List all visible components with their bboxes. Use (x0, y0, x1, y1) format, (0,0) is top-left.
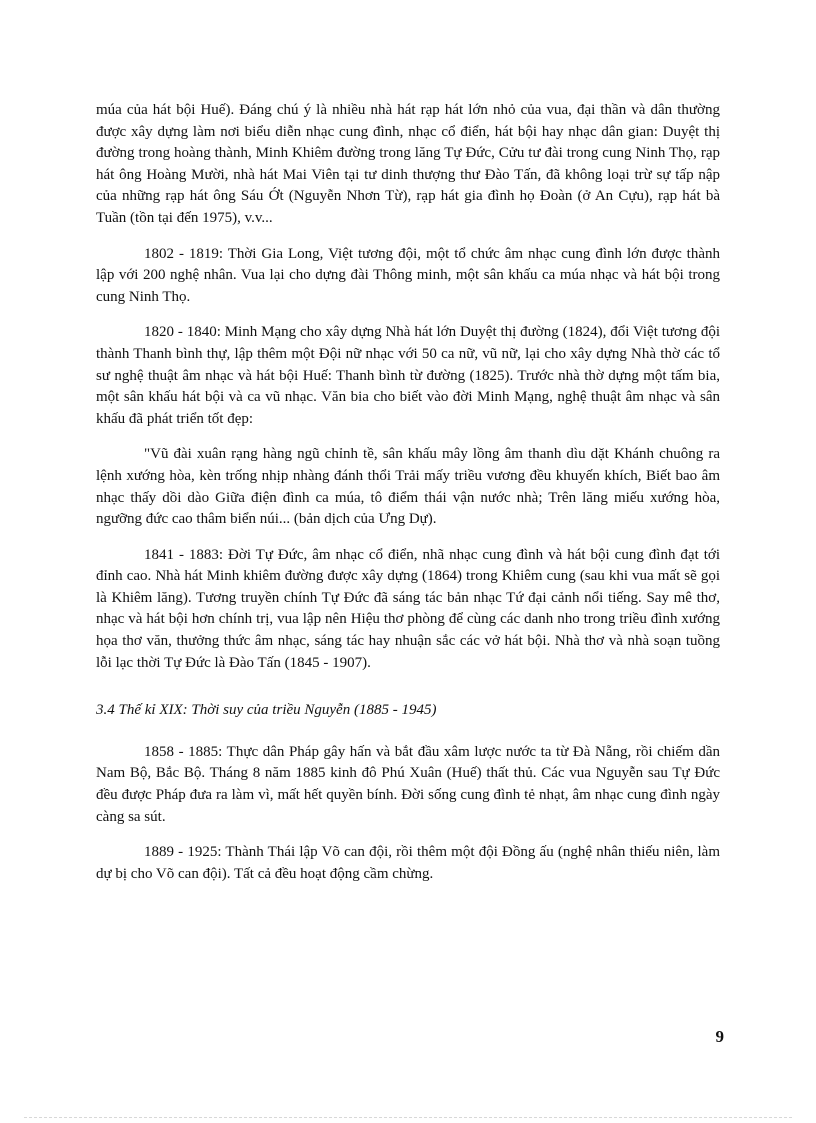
paragraph-1820-1840: 1820 - 1840: Minh Mạng cho xây dựng Nhà hát lớn Duyệt thị đường (1824), đổi Việt tương đội thành Thanh bình thự, lập thêm một Đội nữ nhạc với 50 ca nữ, vũ nữ, lại cho xây dựng Nhà thờ các tổ sư nghệ thuật âm nhạc và hát bội Huế: Thanh bình từ đường (1825). Trước nhà thờ dựng một tấm bia, một sân khấu hát bội và ca vũ nhạc. Văn bia cho biết vào đời Minh Mạng, nghệ thuật âm nhạc và sân khấu đã phát triển tốt đẹp: (96, 324, 720, 427)
paragraph-1841-1883: 1841 - 1883: Đời Tự Đức, âm nhạc cổ điển, nhã nhạc cung đình và hát bội cung đình đạt tới đỉnh cao. Nhà hát Minh khiêm đường được xây dựng (1864) trong Khiêm cung (sau khi vua mất sẽ gọi là Khiêm lăng). Tương truyền chính Tự Đức đã sáng tác bản nhạc Tứ đại cảnh nổi tiếng. Say mê thơ, nhạc và hát bội hơn chính trị, vua lập nên Hiệu thơ phòng để cùng các danh nho trong triều đình xướng họa thơ văn, thưởng thức âm nhạc, sáng tác hay nhuận sắc các vở hát bội. Nhà thơ và nhà soạn tuồng lỗi lạc thời Tự Đức là Đào Tấn (1845 - 1907). (96, 546, 720, 671)
section-heading: 3.4 Thế kỉ XIX: Thời suy của triều Nguyễn (1885 - 1945) (96, 702, 437, 719)
page-number: 9 (715, 1027, 724, 1046)
paragraph-theaters: múa của hát bội Huế). Đáng chú ý là nhiều nhà hát rạp hát lớn nhỏ của vua, đại thần và dân thường được xây dựng làm nơi biểu diễn nhạc cung đình, nhạc cổ điển, hát bội hay nhạc dân gian: Duyệt thị đường trong hoàng thành, Minh Khiêm đường trong lăng Tự Đức, Cửu tư đài trong cung Ninh Thọ, rạp hát ông Hoàng Mười, nhà hát Mai Viên tại tư dinh thượng thư Đào Tấn, đã không loại trừ sự tấp nập của những rạp hát ông Sáu Ớt (Nguyễn Nhơn Từ), rạp hát gia đình họ Đoàn (ở An Cựu), rạp hát bà Tuần (tồn tại đến 1975), v.v... (96, 102, 720, 226)
paragraph-1858-1885: 1858 - 1885: Thực dân Pháp gây hấn và bắt đầu xâm lược nước ta từ Đà Nẵng, rồi chiếm dần Nam Bộ, Bắc Bộ. Tháng 8 năm 1885 kinh đô Phú Xuân (Huế) thất thủ. Các vua Nguyễn sau Tự Đức đều được Pháp đưa ra làm vì, mất hết quyền bính. Đời sống cung đình tẻ nhạt, âm nhạc cung đình ngày càng sa sút. (96, 743, 720, 825)
paragraph-1889-1925: 1889 - 1925: Thành Thái lập Võ can đội, rồi thêm một đội Đồng ấu (nghệ nhân thiếu niên, làm dự bị cho Võ can đội). Tất cả đều hoạt động cầm chừng. (96, 844, 720, 882)
page-bottom-divider (24, 1117, 792, 1118)
stele-quotation: "Vũ đài xuân rạng hàng ngũ chỉnh tề, sân khấu mây lồng âm thanh dìu dặt Khánh chuông ra lệnh xướng hòa, kèn trống nhịp nhàng đánh thổi Trải mấy triều vương đều khuyến khích, Biết bao âm nhạc thấy dồi dào Giữa điện đình ca múa, tô điểm thái vận nước nhà; Trên lăng miếu xướng hòa, ngưỡng đức cao thâm biển núi... (bản dịch của Ưng Dự). (96, 446, 720, 528)
paragraph-1802-1819: 1802 - 1819: Thời Gia Long, Việt tương đội, một tổ chức âm nhạc cung đình lớn được thành lập với 200 nghệ nhân. Vua lại cho dựng đài Thông minh, một sân khấu ca múa nhạc và hát bội trong cung Ninh Thọ. (96, 245, 720, 305)
page-body (96, 100, 720, 899)
